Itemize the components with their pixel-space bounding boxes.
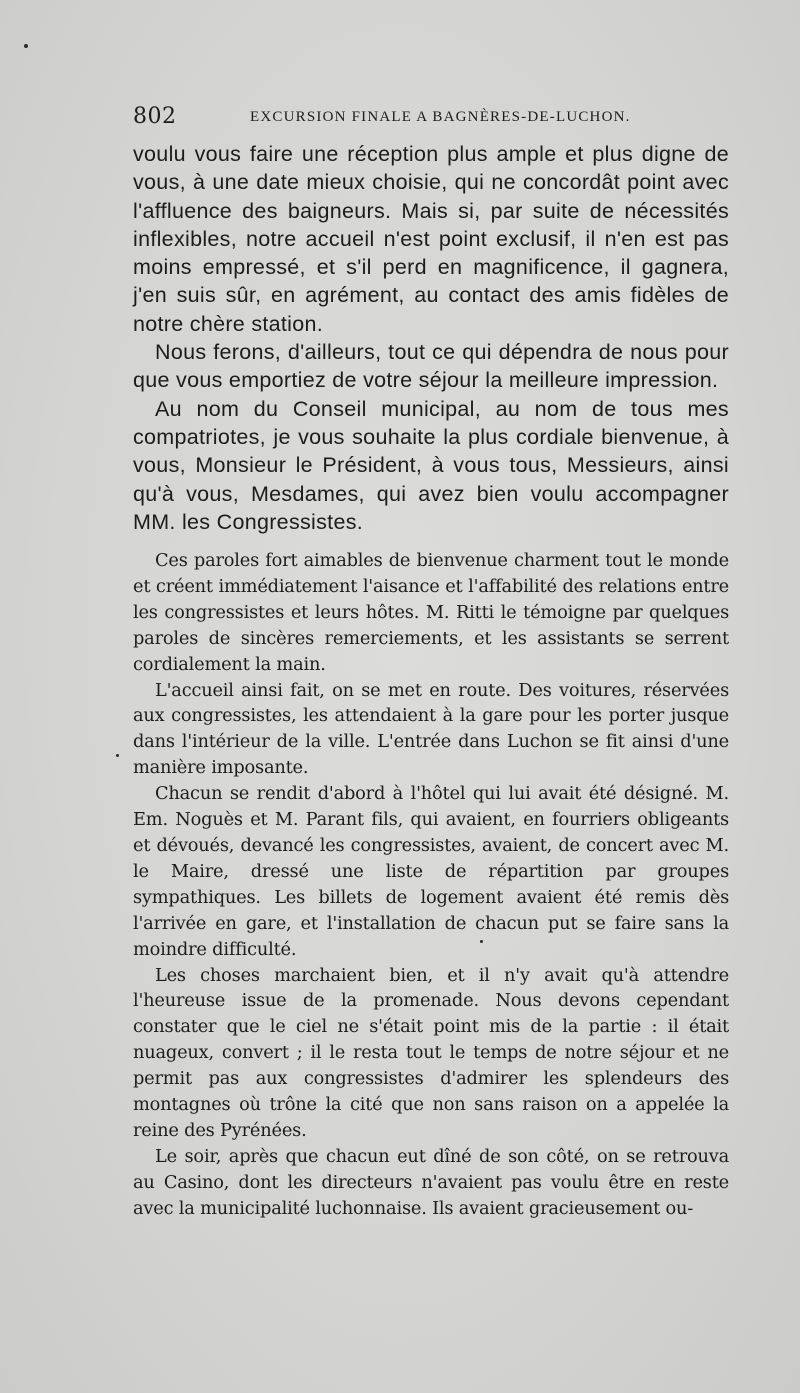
narrative-paragraph: Chacun se rendit d'abord à l'hôtel qui lui avait été désigné. M. Em. Noguès et M. Parant fils, qui avaient, en fourriers obligeants et dévoués, devancé les congressistes, avaient, de concert avec M. le Maire, dressé une liste de répartition par groupes sympathiques. Les billets de logement avaient été remis dès l'arrivée en gare, et l'installation de chacun put se faire sans la moindre difficulté. [133,783,729,960]
speech-paragraph: voulu vous faire une réception plus ample et plus digne de vous, à une date mieux choisie, qui ne concordât point avec l'affluence des baigneurs. Mais si, par suite de nécessités inflexibles, notre accueil n'est point exclusif, il n'en est pas moins empressé, et s'il perd en magnificence, il gagnera, j'en suis sûr, en agrément, au contact des amis fidèles de notre chère station. [133,142,729,336]
narrative-paragraph: Le soir, après que chacun eut dîné de son côté, on se retrouva au Casino, dont les directeurs n'avaient pas voulu être en reste avec la municipalité luchonnaise. Ils avaient gracieusement ou- [133,1145,729,1219]
narrative-paragraph: Ces paroles fort aimables de bienvenue charment tout le monde et créent immédiatement l'aisance et l'affabilité des relations entre les congressistes et leurs hôtes. M. Ritti le témoigne par quelques paroles de sincères remerciements, et les assistants se serrent cordialement la main. [133,550,729,675]
narrative-text [133,548,729,1222]
running-head [133,104,733,134]
speech-text [133,140,729,536]
page-number: 802 [133,104,177,129]
paper-speck [480,940,483,943]
paper-speck [116,754,119,757]
speech-paragraph: Au nom du Conseil municipal, au nom de tous mes compatriotes, je vous souhaite la plus cordiale bienvenue, à vous, Monsieur le Président, à vous tous, Messieurs, ainsi qu'à vous, Mesdames, qui avez bien voulu accompagner MM. les Congressistes. [133,396,729,534]
running-title: EXCURSION FINALE A BAGNÈRES-DE-LUCHON. [250,109,631,125]
paper-speck [24,44,28,48]
narrative-paragraph: L'accueil ainsi fait, on se met en route. Des voitures, réservées aux congressistes, les attendaient à la gare pour les porter jusque dans l'intérieur de la ville. L'entrée dans Luchon se fit ainsi d'une manière imposante. [133,679,729,779]
speech-paragraph: Nous ferons, d'ailleurs, tout ce qui dépendra de nous pour que vous emportiez de votre séjour la meilleure impression. [133,340,729,393]
narrative-paragraph: Les choses marchaient bien, et il n'y avait qu'à attendre l'heureuse issue de la promenade. Nous devons cependant constater que le ciel ne s'était point mis de la partie : il était nuageux, convert ; il le resta tout le temps de notre séjour et ne permit pas aux congressistes d'admirer les splendeurs des montagnes où trône la cité que non sans raison on a appelée la reine des Pyrénées. [133,964,729,1141]
